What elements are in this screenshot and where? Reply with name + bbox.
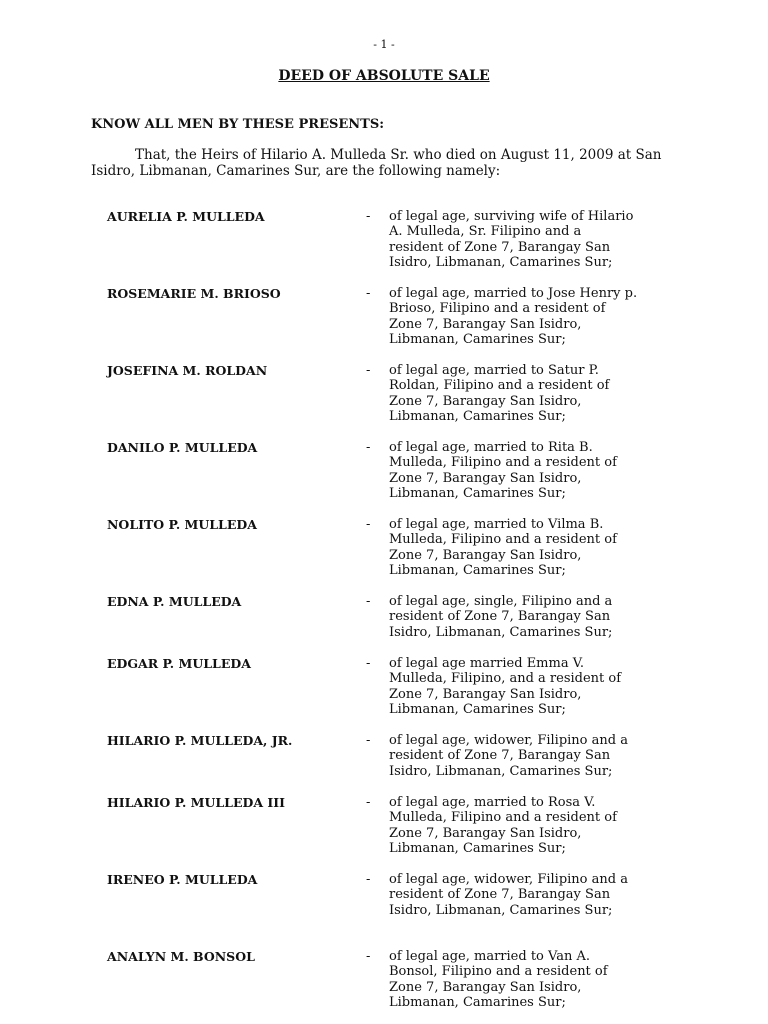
- heir-description: of legal age, married to Rosa V. Mulleda, Filipino and a resident of Zone 7, Barangay San Isidro, Libmanan, Camarines Sur;: [389, 795, 617, 857]
- heir-dash: -: [366, 656, 371, 671]
- heir-dash: -: [366, 795, 371, 810]
- heir-dash: -: [366, 594, 371, 609]
- heir-description: of legal age, single, Filipino and a resident of Zone 7, Barangay San Isidro, Libmanan, Camarines Sur;: [389, 594, 613, 640]
- heir-name: ANALYN M. BONSOL: [107, 949, 255, 964]
- heir-name: JOSEFINA M. ROLDAN: [107, 363, 268, 378]
- heir-dash: -: [366, 733, 371, 748]
- heir-dash: -: [366, 949, 371, 964]
- heir-name: IRENEO P. MULLEDA: [107, 872, 258, 887]
- heir-description: of legal age married Emma V. Mulleda, Filipino, and a resident of Zone 7, Barangay San Isidro, Libmanan, Camarines Sur;: [389, 656, 622, 718]
- heir-description: of legal age, widower, Filipino and a resident of Zone 7, Barangay San Isidro, Libmanan, Camarines Sur;: [389, 872, 628, 918]
- heir-name: ROSEMARIE M. BRIOSO: [107, 286, 281, 301]
- page-number: - 1 -: [373, 38, 395, 51]
- document-title-text: DEED OF ABSOLUTE SALE: [278, 68, 490, 84]
- heir-description: of legal age, married to Van A. Bonsol, Filipino and a resident of Zone 7, Barangay San Isidro, Libmanan, Camarines Sur;: [389, 949, 608, 1011]
- heir-name: DANILO P. MULLEDA: [107, 440, 258, 455]
- heir-name: EDGAR P. MULLEDA: [107, 656, 251, 671]
- heir-name: NOLITO P. MULLEDA: [107, 517, 257, 532]
- preamble: KNOW ALL MEN BY THESE PRESENTS:: [91, 117, 385, 132]
- heir-name: HILARIO P. MULLEDA, JR.: [107, 733, 293, 748]
- heir-description: of legal age, married to Rita B. Mulleda, Filipino and a resident of Zone 7, Barangay San Isidro, Libmanan, Camarines Sur;: [389, 440, 617, 502]
- document-title: [0, 68, 768, 84]
- heir-dash: -: [366, 872, 371, 887]
- intro-paragraph: [91, 147, 671, 179]
- heir-description: of legal age, married to Vilma B. Mulleda, Filipino and a resident of Zone 7, Barangay San Isidro, Libmanan, Camarines Sur;: [389, 517, 617, 579]
- heir-description: of legal age, married to Satur P. Roldan, Filipino and a resident of Zone 7, Barangay San Isidro, Libmanan, Camarines Sur;: [389, 363, 610, 425]
- heir-name: AURELIA P. MULLEDA: [107, 209, 265, 224]
- intro-text: That, the Heirs of Hilario A. Mulleda Sr. who died on August 11, 2009 at San Isidro, Libmanan, Camarines Sur, are the following namely:: [91, 147, 662, 179]
- heir-dash: -: [366, 286, 371, 301]
- heir-dash: -: [366, 440, 371, 455]
- heir-description: of legal age, surviving wife of Hilario A. Mulleda, Sr. Filipino and a resident of Zone 7, Barangay San Isidro, Libmanan, Camarines Sur;: [389, 209, 634, 271]
- heir-dash: -: [366, 209, 371, 224]
- heir-name: EDNA P. MULLEDA: [107, 594, 242, 609]
- heir-description: of legal age, married to Jose Henry p. Brioso, Filipino and a resident of Zone 7, Barangay San Isidro, Libmanan, Camarines Sur;: [389, 286, 638, 348]
- heir-description: of legal age, widower, Filipino and a resident of Zone 7, Barangay San Isidro, Libmanan, Camarines Sur;: [389, 733, 628, 779]
- heir-name: HILARIO P. MULLEDA III: [107, 795, 285, 810]
- heir-dash: -: [366, 517, 371, 532]
- heir-dash: -: [366, 363, 371, 378]
